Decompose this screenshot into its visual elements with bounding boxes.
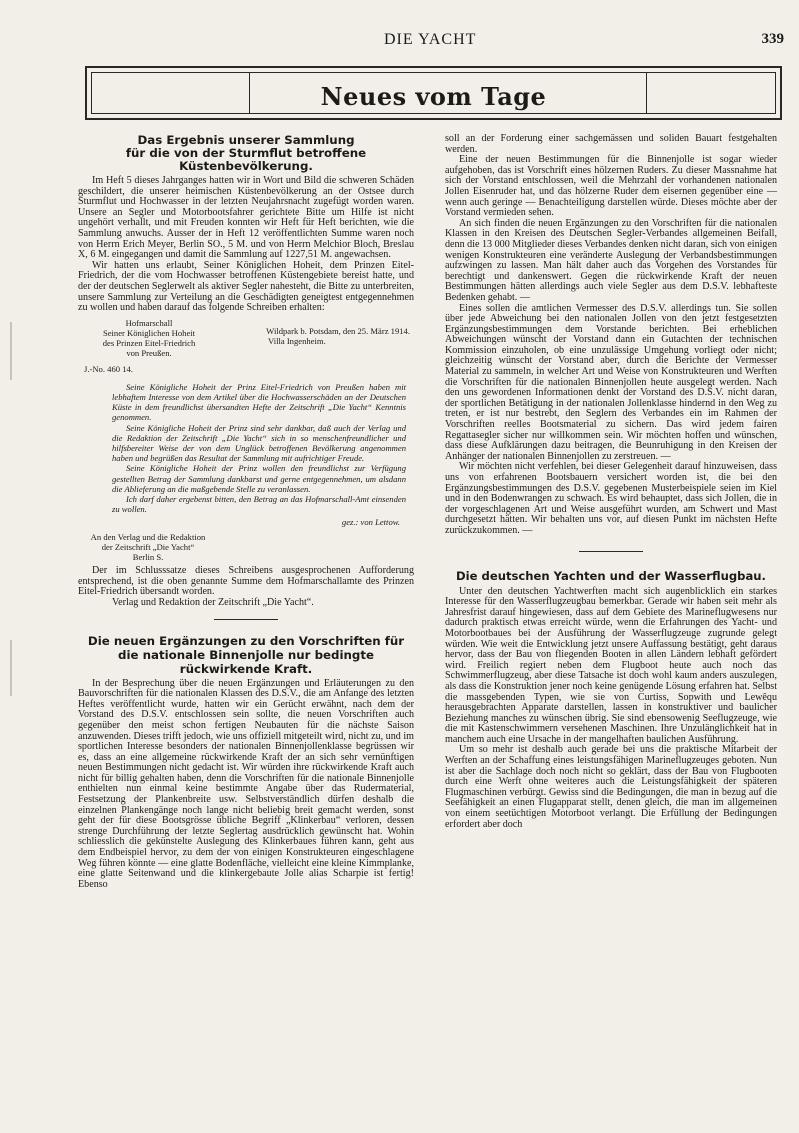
section1-heading-line2: für die von der Sturmflut betroffene Küstenbevölkerung.: [125, 146, 367, 173]
letter-block: [78, 318, 414, 562]
letter-paragraph: Seine Königliche Hoheit der Prinz Eitel-Friedrich von Preußen haben mit lebhaftem Interesse von dem Artikel über die Hochwasserschäden an der Deutschen Küste in dem freundlichst übersandten Hefte der Zeitschrift „Die Yacht“ Kenntnis genommen.: [112, 381, 406, 423]
section1-signoff: Verlag und Redaktion der Zeitschrift „Die Yacht“.: [112, 596, 314, 608]
banner-title: Neues vom Tage: [320, 82, 547, 111]
letter-paragraph: Seine Königliche Hoheit der Prinz wollen den freundlichst zur Verfügung gestellten Betrag der Sammlung dankbarst und gerne entgegennehmen, um alsdann die Ablieferung an die maßgebende Stelle zu veranlassen.: [112, 463, 406, 494]
section2-paragraph-2: Eine der neuen Bestimmungen für die Binnenjolle ist sogar wieder aufgehoben, das ist Vorschrift eines hölzernen Ruders. Zu dieser Massnahme hat sich der Vorstand entschlossen, weil die Mehrzahl der vorhandenen nationalen Jollen Eisenruder hat, und das hölzerne Ruder dem eisernen gegenüber eine — wenn auch geringe — Benachteiligung darstellen würde. Dieses möchte aber der Vorstand vermieden sehen.: [445, 154, 777, 219]
section-divider: [214, 619, 278, 620]
section2-paragraph-1: In der Besprechung über die neuen Ergänzungen und Erläuterungen zu den Bauvorschriften für die nationalen Klassen des D.S.V., die am Anfange des letzten Heftes veröffentlicht wurde, hatten wir ein Gerücht erwähnt, nach dem der Vorstand des D.S.V. entschlossen sein sollte, die neuen Vorschriften auch gegenüber den meist schon fertigen Neubauten für die nächste Saison anzuwenden. Dieses trifft jedoch, wie uns offiziell mitgeteilt wird, nicht zu, und im sportlichen Interesse besonders der nationalen Binnenjollenklasse begrüssen wir es, dass an eine allgemeine rückwirkende Kraft der an sich sehr vernünftigen neuen Bestimmungen nicht gedacht ist. Wir würden ihre rückwirkende Kraft auch nicht für billig gehalten haben, denn die Vorschriften für die nationale Binnenjolle enthielten nun einmal keine bestimmte Angabe über das Rudermaterial, Festsetzung der Plankenbreite usw. Selbstverständlich dürfen deshalb die einzelnen Plankengänge noch lange nicht beliebig breit gemacht werden, sonst geht der für diese Bootsgrösse übliche Begriff „Klinkerbau“ verloren, dessen strenge Durchführung der letzte Seglertag ausdrücklich gewünscht hat. Wohin schliesslich die gekünstelte Auslegung des Klinkerbaues führen kann, geht aus dem Endbeispiel hervor, zu dem der von einigen Konstrukteuren eingeschlagene Weg führen könnte — eine glatte Bodenfläche, vielleicht eine kleine Kimmplanke, eine glatte Seitenwand und die klinkergebaute Jolle alias Scharpie ist fertig! Ebenso: [78, 677, 415, 890]
banner-inner-frame: [91, 72, 776, 114]
addressee-line: Berlin S.: [132, 551, 164, 562]
section3-heading: Die deutschen Yachten und der Wasserflugbau.: [456, 568, 766, 583]
section1-paragraph-1: Im Heft 5 dieses Jahrganges hatten wir in Wort und Bild die schweren Schäden geschildert, die unserer heimischen Küstenbevölkerung an der Ostsee durch Sturmflut und Hochwasser in der letzten Neujahrsnacht zugefügt worden waren. Unsere an Segler und Motorbootsfahrer gerichtete Bitte um Hilfe ist nicht ungehört verhallt, und mit Freuden konnten wir Heft für Heft berichten, wie die Sammlung anwuchs. Ausser der in Heft 12 veröffentlichten Summe waren noch von Herrn Erich Meyer, Berlin SO., 5 M. und von Herrn Melchior Bloch, Breslau X, 6 M. eingegangen und damit die Sammlung auf 1227,51 M. angewachsen.: [78, 175, 414, 261]
letter-header: [78, 318, 414, 376]
section1-paragraph-2: Wir hatten uns erlaubt, Seiner Königlichen Hoheit, dem Prinzen Eitel-Friedrich, der die vom Hochwasser betroffenen Küstengebiete bereist hatte, und der der deutschen Seglerwelt als aktiver Segler nahesteht, die Bitte zu unterbreiten, unsere Sammlung zur Verteilung an die Geschädigten geneigtest entgegennehmen zu wollen und haben darauf das folgende Schreiben erhalten:: [78, 259, 414, 314]
section3-paragraph-2: Um so mehr ist deshalb auch gerade bei uns die praktische Mitarbeit der Werften an der Schaffung eines leistungsfähigen Marineflugzeuges geboten. Nun ist aber die Sachlage doch noch nicht so geklärt, dass der Bau von Flugbooten durch eine Werft ohne weiteres auch die Leistungsfähigkeit der späteren Flugmaschinen verbürgt. Gewiss sind die Bedingungen, die man in bezug auf die Seefähigkeit an einen Flugapparat stellt, denen gleich, die man im allgemeinen von einem seetüchtigen Motorboot verlangt. Die Erfüllung der Bedingungen erfordert aber doch: [445, 744, 777, 830]
binding-mark-bottom: [10, 640, 18, 696]
letter-reference: J.-No. 460 14.: [84, 363, 133, 374]
villa-line: Villa Ingenheim.: [268, 335, 326, 346]
letter-place-date: [190, 326, 410, 346]
letter-signature: gez.: von Lettow.: [341, 517, 400, 528]
section-divider: [579, 551, 643, 552]
running-title: DIE YACHT: [384, 31, 477, 48]
addressee-line: der Zeitschrift „Die Yacht“: [101, 541, 195, 552]
letter-paragraph: Seine Königliche Hoheit der Prinz sind sehr dankbar, daß auch der Verlag und die Redaktion der Zeitschrift „Die Yacht“ sich in so menschenfreundlicher und hilfsbereiter Weise der von dem Unglück betroffenen Bevölkerung angenommen haben und begrüßen das Resultat der Sammlung mit aufrichtiger Freude.: [112, 422, 406, 464]
letter-body: [78, 376, 414, 528]
sender-line: von Preußen.: [126, 348, 172, 359]
section2-paragraph-5: Wir möchten nicht verfehlen, bei dieser Gelegenheit darauf hinzuweisen, dass uns von erfahrenen Bootsbauern versichert worden ist, die bei den Ergänzungsbestimmungen des D.S.V. gegebenen Musterbeispiele seien im Kiel und in den Bodenwrangen zu schwach. Es wird behauptet, dass sich Jollen, die in der vorgeschlagenen Art und Weise ausgeführt wurden, am Schwert und Mast durchgesetzt hätten. Wir behalten uns vor, auf diesen Punkt im nächsten Hefte zurückzukommen. —: [445, 461, 777, 536]
letter-paragraph: Ich darf daher ergebenst bitten, den Betrag an das Hofmarschall-Amt einsenden zu wollen.: [112, 493, 406, 515]
place-date-line: Wildpark b. Potsdam, den 25. März 1914.: [266, 325, 410, 336]
binding-mark-top: [10, 322, 18, 380]
sender-line: des Prinzen Eitel-Friedrich: [102, 338, 196, 349]
section2-paragraph-3: An sich finden die neuen Ergänzungen zu den Vorschriften für die nationalen Klassen in den Kreisen des Deutschen Segler-Verbandes allgemeinen Beifall, denn die 13 000 Mitglieder dieses Verbandes denken nicht daran, sich von einigen wenigen Konstrukteuren eine veränderte Auslegung der Verbandsbestimmungen aufzwingen zu lassen. Man hält daher auch das Vorgehen des Vorstandes für berechtigt und dankenswert. Gegen die rückwirkende Kraft der neuen Bestimmungen hätten allerdings auch viele Segler aus dem D.S.V. lebhafteste Bedenken gehabt. —: [445, 217, 777, 303]
section2-paragraph-4: Eines sollen die amtlichen Vermesser des D.S.V. allerdings tun. Sie sollen über jede Abweichung bei den nationalen Jollen von den jetzt festgesetzten Ergänzungsbestimmungen dem Vorstande berichten. Bei erheblichen Abweichungen wünscht der Vorstand dann ein Gutachten der technischen Kommission einzuholen, ob eine unzulässige Umgehung vorliegt oder nicht; gleichzeitig wünscht der Vorstand aber, durch die Berichte der Vermesser Material zu sammeln, in welcher Art und Weise von Konstrukteuren und Werften die Vorschriften für die nationalen Binnenjollen heute ausgelegt werden. Nach den uns gewordenen Informationen denkt der Vorstand des D.S.V. nicht daran, der sportlichen Betätigung in der nationalen Jollenklasse hindernd in den Weg zu treten, er ist nur bestrebt, den Seglern des Verbandes ein im Rahmen der Vorschriften reelles Bootsmaterial zu sichern. Das wird jedem fairen Regattasegler sicher nur willkommen sein. Wir möchten hoffen und wünschen, dass diese Aufklärungen dazu beitragen, die Beunruhigung in den Kreisen der Anhänger der nationalen Binnenjollen zu zerstreuen. —: [445, 302, 777, 462]
section1-paragraph-3: Der im Schlusssatze dieses Schreibens ausgesprochenen Aufforderung entsprechend, ist die oben genannte Summe dem Hofmarschallamte des Prinzen Eitel-Friedrich übersandt worden.: [78, 565, 414, 598]
section3-paragraph-1: Unter den deutschen Yachtwerften macht sich augenblicklich ein starkes Interesse für den Wasserflugzeugbau bemerkbar. Gerade wir haben seit mehr als Jahresfrist darauf hingewiesen, dass auf dem Gebiete des Marineflugwesens nur dadurch praktisch etwas erreicht würde, wenn die Erfahrungen des Yacht- und Motorbootbaues bei der Ausführung der Wasserflugzeuge zugrunde gelegt würden. Wie weit die Entwicklung jetzt unsere Auffassung bestätigt, geht daraus hervor, dass der Bau von fliegenden Booten in allen Ländern lebhaft gefördert wird. Freilich regiert neben dem Flugboot heute auch noch das Schwimmerflugzeug, aber diese Tatsache ist doch wohl kaum anders auszulegen, als dass die Konstruktion jener noch keine genügende Lösung erfahren hat. Selbst die massgebenden Typen, wie sie von Curtiss, Sopwith und Lewêqu herausgebrachten Apparate darstellen, lassen in konstruktiver und baulicher Beziehung manches zu wünschen übrig. Sie sind ebensowenig Seeflugzeuge, wie die mit Kastenschwimmern versehenen Maschinen. Ihre Unzulänglichkeit hat in manchem auch eine Ursache in der mangelhaften baulichen Ausführung.: [445, 585, 777, 745]
letter-addressee: [78, 532, 414, 563]
section2-heading: Die neuen Ergänzungen zu den Vorschriften für die nationale Binnenjolle nur bedingte rückwirkende Kraft.: [87, 633, 405, 676]
page-header: [84, 31, 784, 49]
section1-heading-line1: Das Ergebnis unserer Sammlung: [137, 133, 355, 147]
sender-line: Seiner Königlichen Hoheit: [102, 327, 196, 338]
section2-continuation: soll an der Forderung einer sachgemässen und soliden Bauart festgehalten werden.: [445, 133, 777, 155]
right-column: [445, 134, 777, 830]
section-banner: [85, 66, 782, 120]
left-column: [78, 134, 414, 890]
sender-line: Hofmarschall: [125, 317, 173, 328]
addressee-line: An den Verlag und die Redaktion: [90, 531, 206, 542]
page-number: 339: [761, 31, 784, 47]
